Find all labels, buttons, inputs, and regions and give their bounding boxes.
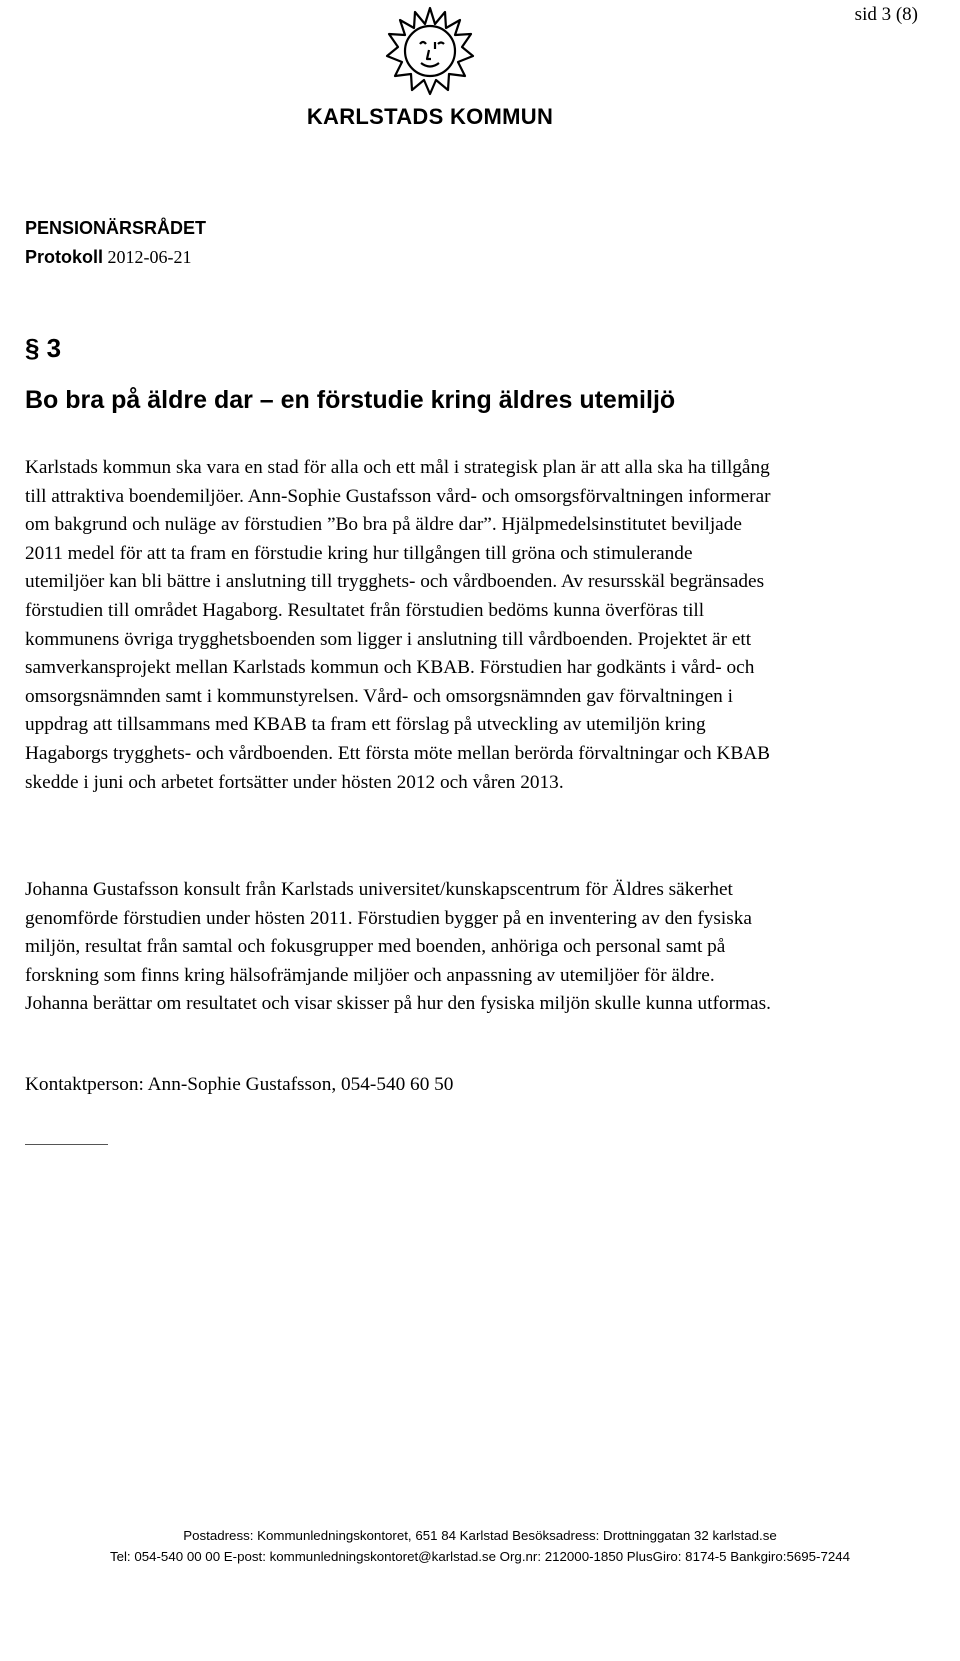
body-paragraph: Karlstads kommun ska vara en stad för alla och ett mål i strategisk plan är att alla ska ha tillgång till attraktiva boendemiljöer. Ann-Sophie Gustafsson vård- och omsorgsförvaltningen informerar om bakgrund och nuläge av förstudien ”Bo bra på äldre dar”. Hjälpmedelsinstitutet beviljade 2011 medel för att ta fram en förstudie kring hur tillgången till gröna och stimulerande utemiljöer kan bli bättre i anslutning till trygghets- och vårdboenden. Av resursskäl begränsades förstudien till området Hagaborg. Resultatet från förstudien bedöms kunna överföras till kommunens övriga trygghetsboenden som ligger i anslutning till vårdboenden. Projektet är ett samverkansprojekt mellan Karlstads kommun och KBAB. Förstudien har godkänts i vård- och omsorgsnämnden samt i kommunstyrelsen. Vård- och omsorgsnämnden gav förvaltningen i uppdrag att tillsammans med KBAB ta fram ett förslag på utveckling av utemiljön kring Hagaborgs trygghets- och vårdboenden. Ett första möte mellan berörda förvaltningar och KBAB skedde i juni och arbetet fortsätter under hösten 2012 och våren 2013.: [25, 457, 771, 793]
footer-address: Postadress: Kommunledningskontoret, 651 84 Karlstad Besöksadress: Drottninggatan 32 karlstad.se: [183, 1528, 777, 1543]
section-number: § 3: [25, 333, 62, 363]
contact-person: Kontaktperson: Ann-Sophie Gustafsson, 054-540 60 50: [25, 1074, 454, 1095]
committee-name: PENSIONÄRSRÅDET: [25, 218, 207, 238]
municipality-logo: [295, 6, 565, 131]
sun-face-icon: [385, 6, 475, 96]
footnote-divider: [25, 1144, 108, 1145]
protocol-line: [25, 247, 192, 268]
page-number: sid 3 (8): [854, 4, 918, 25]
logo-text: KARLSTADS KOMMUN: [306, 104, 554, 129]
protocol-label: Protokoll: [25, 247, 104, 267]
footer-contact-details: Tel: 054-540 00 00 E-post: kommunledningskontoret@karlstad.se Org.nr: 212000-1850 PlusGiro: 8174-5 Bankgiro:5695-7244: [109, 1549, 851, 1564]
body-paragraph: Johanna Gustafsson konsult från Karlstads universitet/kunskapscentrum för Äldres säkerhet genomförde förstudien under hösten 2011. Förstudien bygger på en inventering av den fysiska miljön, resultat från samtal och fokusgrupper med boenden, anhöriga och personal samt på forskning som finns kring hälsofrämjande miljöer och anpassning av utemiljöer för äldre. Johanna berättar om resultatet och visar skisser på hur den fysiska miljön skulle kunna utformas.: [25, 879, 771, 1015]
protocol-date: 2012-06-21: [107, 247, 192, 267]
section-title: Bo bra på äldre dar – en förstudie kring äldres utemiljö: [25, 386, 676, 414]
